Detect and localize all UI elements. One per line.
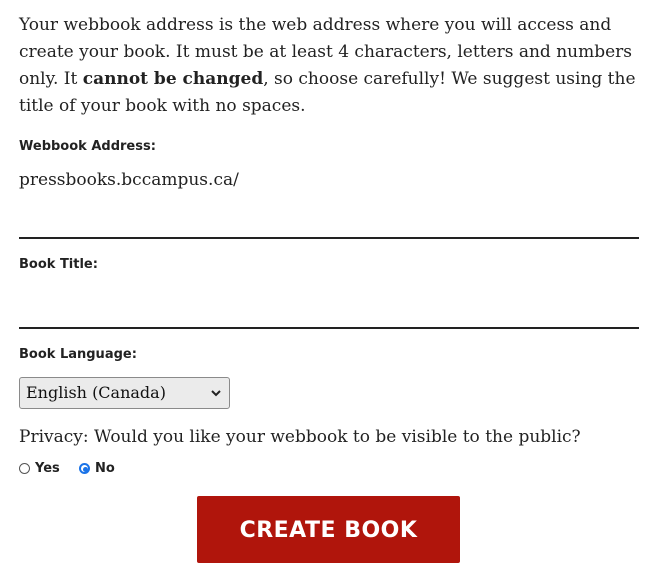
chevron-down-icon — [209, 378, 223, 408]
webbook-address-prefix: pressbooks.bccampus.ca/ — [19, 170, 239, 190]
intro-emphasis: cannot be changed — [82, 69, 264, 89]
privacy-no-label: No — [95, 460, 115, 476]
privacy-yes-option[interactable] — [19, 459, 60, 477]
webbook-address-input[interactable] — [19, 203, 639, 239]
intro-text-part-2: , so choose carefully! We suggest using the title of your book with no spaces. — [19, 69, 636, 116]
create-book-button[interactable]: CREATE BOOK — [197, 496, 460, 563]
book-title-label: Book Title: — [19, 257, 98, 272]
book-language-label: Book Language: — [19, 347, 137, 362]
webbook-address-label: Webbook Address: — [19, 139, 156, 154]
privacy-no-option[interactable] — [79, 459, 115, 477]
book-language-select[interactable] — [19, 377, 230, 409]
privacy-yes-label: Yes — [35, 460, 60, 476]
radio-unchecked-icon[interactable] — [19, 463, 30, 474]
radio-checked-icon[interactable] — [79, 463, 90, 474]
intro-text — [19, 12, 644, 120]
book-title-input[interactable] — [19, 293, 639, 329]
book-language-selected: English (Canada) — [26, 383, 166, 402]
intro-text-part-1: Your webbook address is the web address where you will access and create your book. It must be at least 4 characters, letters and numbers only. It — [19, 15, 633, 89]
privacy-question: Privacy: Would you like your webbook to be visible to the public? — [19, 427, 581, 447]
